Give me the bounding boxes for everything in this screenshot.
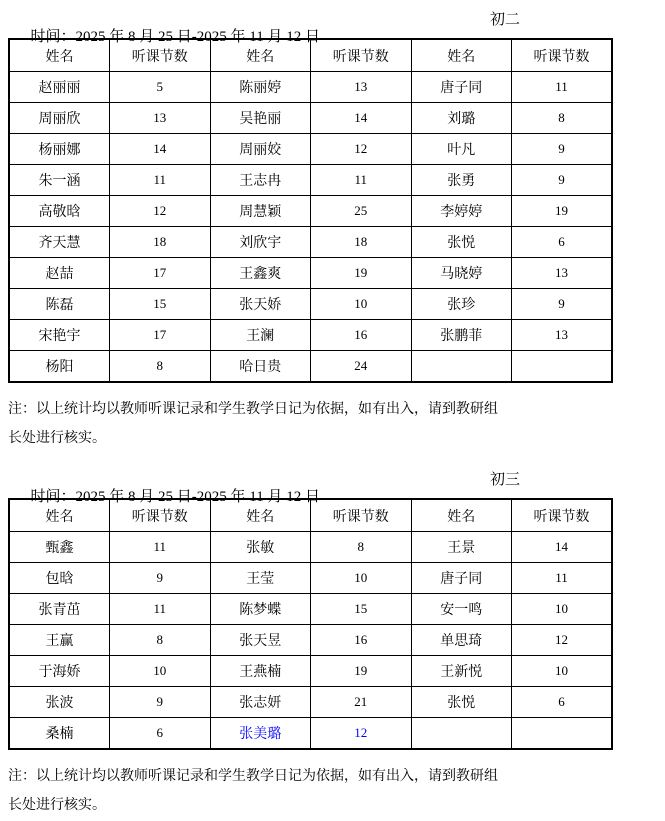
count-cell: 9 [512,134,613,165]
name-cell: 张鹏菲 [411,320,512,351]
name-cell: 陈丽婷 [210,72,311,103]
count-cell: 10 [311,563,412,594]
table-row [9,351,612,383]
name-cell: 张波 [9,687,110,718]
name-cell [411,718,512,750]
count-cell: 25 [311,196,412,227]
column-header: 听课节数 [110,39,211,72]
name-cell: 朱一涵 [9,165,110,196]
count-cell: 10 [311,289,412,320]
name-cell: 张悦 [411,687,512,718]
name-cell: 单思琦 [411,625,512,656]
table-row [9,625,612,656]
table-row [9,718,612,750]
count-cell: 8 [110,351,211,383]
name-cell: 杨阳 [9,351,110,383]
name-cell: 甄鑫 [9,532,110,563]
count-cell: 13 [311,72,412,103]
name-cell: 叶凡 [411,134,512,165]
column-header: 姓名 [210,499,311,532]
count-cell: 12 [110,196,211,227]
name-cell: 张天昱 [210,625,311,656]
attendance-table-grade2 [8,38,613,383]
count-cell: 9 [512,165,613,196]
count-cell: 9 [512,289,613,320]
name-cell: 王莹 [210,563,311,594]
table-row [9,687,612,718]
table-row [9,227,612,258]
count-cell: 13 [512,320,613,351]
name-cell: 张敏 [210,532,311,563]
name-cell: 王志冉 [210,165,311,196]
count-cell: 17 [110,320,211,351]
count-cell: 18 [110,227,211,258]
footnote-line2: 长处进行核实。 [8,798,106,813]
name-cell: 王新悦 [411,656,512,687]
count-cell: 11 [110,165,211,196]
name-cell: 陈磊 [9,289,110,320]
name-cell: 安一鸣 [411,594,512,625]
table-row [9,532,612,563]
table-row [9,258,612,289]
count-cell: 24 [311,351,412,383]
table-row [9,196,612,227]
name-cell: 赵丽丽 [9,72,110,103]
count-cell: 6 [512,687,613,718]
column-header: 姓名 [210,39,311,72]
name-cell: 唐子同 [411,563,512,594]
count-cell [512,351,613,383]
name-cell: 张悦 [411,227,512,258]
name-cell [411,351,512,383]
time-range-label: 时间：2025 年 8 月 25 日-2025 年 11 月 12 日 [30,489,320,505]
name-cell: 王鑫爽 [210,258,311,289]
count-cell: 6 [512,227,613,258]
column-header: 姓名 [9,499,110,532]
count-cell: 19 [512,196,613,227]
name-cell: 于海娇 [9,656,110,687]
name-cell: 张勇 [411,165,512,196]
count-cell: 21 [311,687,412,718]
table-row [9,320,612,351]
table-row [9,563,612,594]
count-cell: 10 [110,656,211,687]
column-header: 姓名 [411,499,512,532]
count-cell: 12 [311,718,412,750]
column-header: 姓名 [411,39,512,72]
time-range-label: 时间：2025 年 8 月 25 日-2025 年 11 月 12 日 [30,29,320,45]
count-cell: 9 [110,687,211,718]
name-cell: 周丽欣 [9,103,110,134]
grade-label: 初二 [490,12,521,28]
column-header: 听课节数 [512,39,613,72]
count-cell: 11 [110,594,211,625]
count-cell: 6 [110,718,211,750]
name-cell: 桑楠 [9,718,110,750]
count-cell: 14 [512,532,613,563]
count-cell: 18 [311,227,412,258]
column-header: 听课节数 [512,499,613,532]
name-cell: 宋艳宇 [9,320,110,351]
name-cell: 包晗 [9,563,110,594]
count-cell: 8 [512,103,613,134]
name-cell: 高敬晗 [9,196,110,227]
count-cell: 10 [512,656,613,687]
count-cell: 13 [512,258,613,289]
count-cell: 17 [110,258,211,289]
count-cell [512,718,613,750]
column-header: 听课节数 [311,39,412,72]
footnote-line2: 长处进行核实。 [8,431,106,446]
footnote-line1: 注：以上统计均以教师听课记录和学生教学日记为依据，如有出入，请到教研组 [8,769,498,784]
name-cell: 张青茁 [9,594,110,625]
column-header: 姓名 [9,39,110,72]
count-cell: 19 [311,258,412,289]
count-cell: 8 [311,532,412,563]
name-cell: 陈梦蝶 [210,594,311,625]
name-cell: 杨丽娜 [9,134,110,165]
footnote-line1: 注：以上统计均以教师听课记录和学生教学日记为依据，如有出入，请到教研组 [8,402,498,417]
count-cell: 15 [110,289,211,320]
count-cell: 12 [311,134,412,165]
count-cell: 11 [311,165,412,196]
name-cell: 马晓婷 [411,258,512,289]
name-cell: 李婷婷 [411,196,512,227]
count-cell: 14 [311,103,412,134]
footnote-grade2 [8,395,665,453]
count-cell: 5 [110,72,211,103]
count-cell: 15 [311,594,412,625]
name-cell: 哈日贵 [210,351,311,383]
count-cell: 11 [110,532,211,563]
count-cell: 12 [512,625,613,656]
table-row [9,289,612,320]
name-cell: 刘欣宇 [210,227,311,258]
count-cell: 8 [110,625,211,656]
grade-label: 初三 [490,472,521,488]
count-cell: 13 [110,103,211,134]
section-grade2 [8,8,665,453]
table-row [9,103,612,134]
name-cell: 周慧颖 [210,196,311,227]
name-cell: 张美璐 [210,718,311,750]
count-cell: 9 [110,563,211,594]
name-cell: 王景 [411,532,512,563]
count-cell: 10 [512,594,613,625]
name-cell: 刘璐 [411,103,512,134]
header-line-grade2 [8,8,665,45]
section-grade3 [8,468,665,820]
name-cell: 张志妍 [210,687,311,718]
name-cell: 王燕楠 [210,656,311,687]
footnote-grade3 [8,762,665,820]
count-cell: 14 [110,134,211,165]
name-cell: 齐天慧 [9,227,110,258]
table-row [9,656,612,687]
count-cell: 11 [512,563,613,594]
name-cell: 王澜 [210,320,311,351]
count-cell: 16 [311,625,412,656]
count-cell: 16 [311,320,412,351]
table-row [9,165,612,196]
name-cell: 张珍 [411,289,512,320]
name-cell: 吴艳丽 [210,103,311,134]
table-row [9,72,612,103]
count-cell: 19 [311,656,412,687]
header-line-grade3 [8,468,665,505]
table-row [9,134,612,165]
attendance-table-grade3 [8,498,613,750]
column-header: 听课节数 [110,499,211,532]
table-row [9,594,612,625]
name-cell: 周丽姣 [210,134,311,165]
name-cell: 王赢 [9,625,110,656]
name-cell: 赵喆 [9,258,110,289]
column-header: 听课节数 [311,499,412,532]
name-cell: 唐子同 [411,72,512,103]
count-cell: 11 [512,72,613,103]
name-cell: 张天娇 [210,289,311,320]
